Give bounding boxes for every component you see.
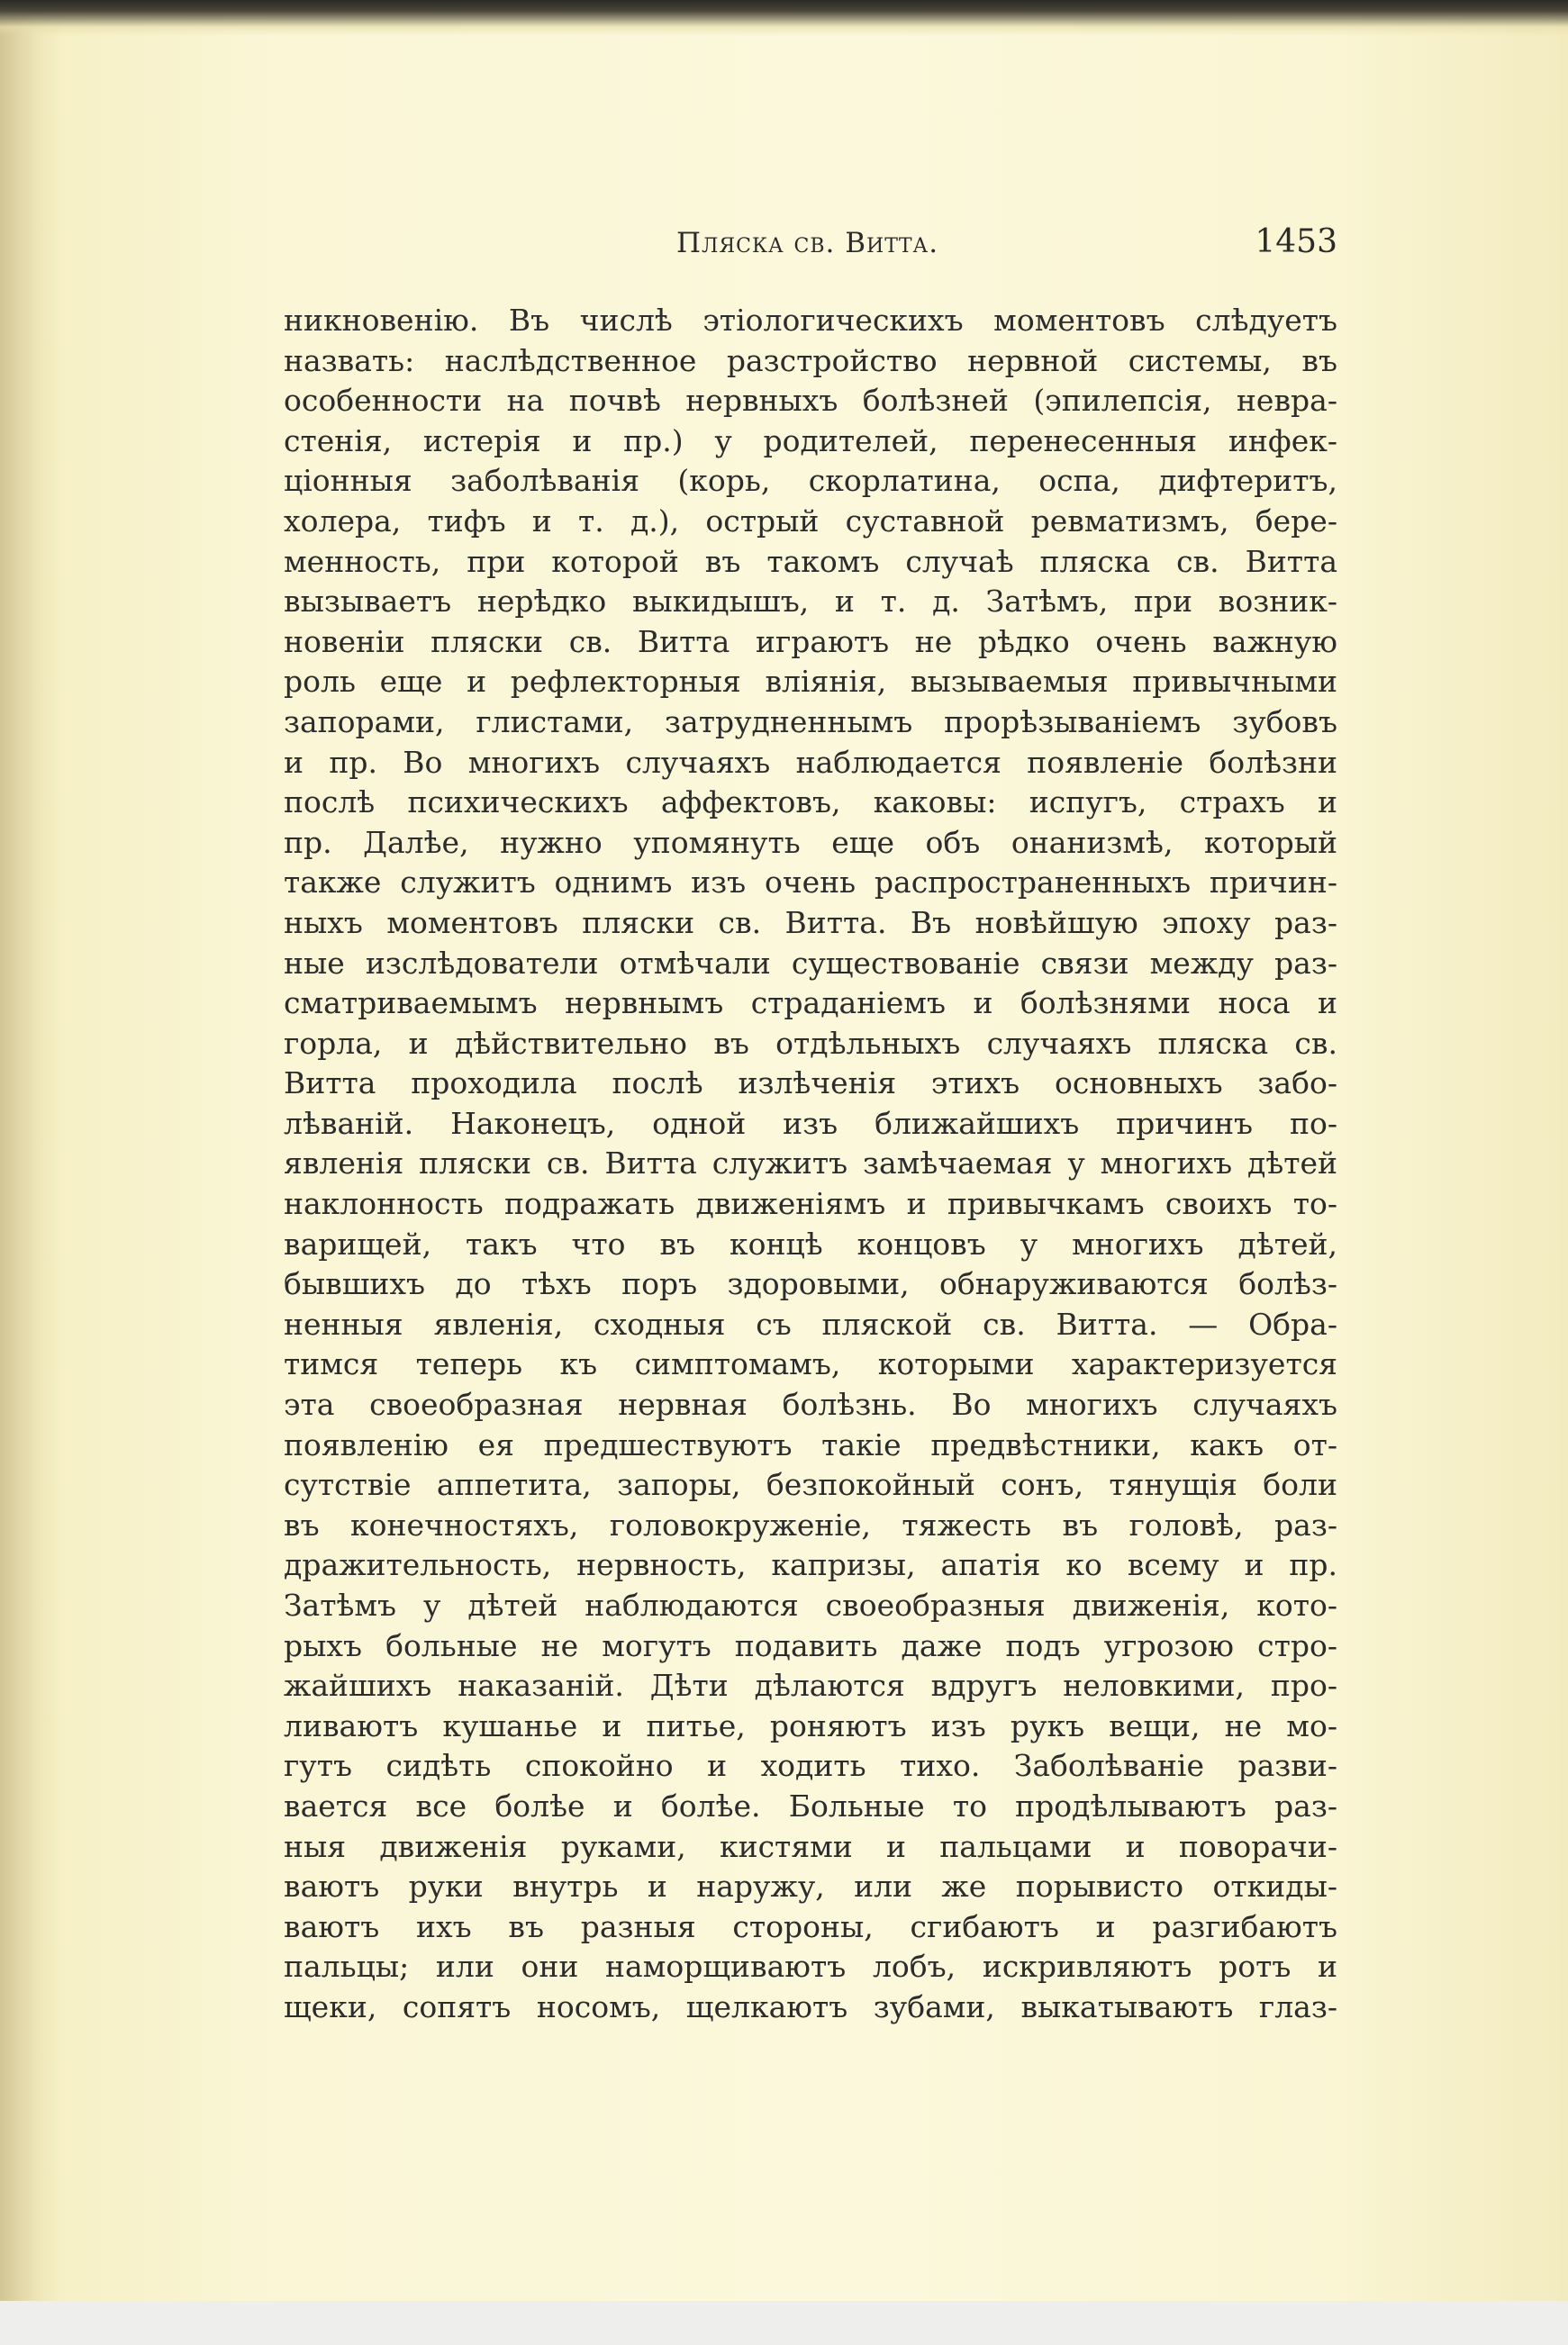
text-line: послѣ психическихъ аффектовъ, каковы: испугъ, страхъ и — [284, 784, 1337, 820]
text-line: стенія, истерія и пр.) у родителей, перенесенныя инфек- — [284, 422, 1337, 458]
text-line: сматриваемымъ нервнымъ страданіемъ и болѣзнями носа и — [284, 985, 1337, 1021]
text-line: и пр. Во многихъ случаяхъ наблюдается появленіе болѣзни — [284, 744, 1337, 780]
text-line: ваютъ ихъ въ разныя стороны, сгибаютъ и разгибаютъ — [284, 1908, 1337, 1944]
text-line: вызываетъ нерѣдко выкидышъ, и т. д. Затѣмъ, при возник- — [284, 584, 1337, 620]
text-line: дражительность, нервность, капризы, апатія ко всему и пр. — [284, 1547, 1337, 1583]
text-line: ненныя явленія, сходныя съ пляской св. Витта. — Обра- — [284, 1306, 1337, 1342]
text-line: пальцы; или они наморщиваютъ лобъ, искривляютъ ротъ и — [284, 1949, 1337, 1985]
text-line: новеніи пляски св. Витта играютъ не рѣдко очень важную — [284, 623, 1337, 659]
page-number: 1453 — [1255, 223, 1337, 260]
text-line: назвать: наслѣдственное разстройство нервной системы, въ — [284, 342, 1337, 378]
text-line: гутъ сидѣть спокойно и ходить тихо. Заболѣваніе разви- — [284, 1748, 1337, 1784]
text-line: варищей, такъ что въ концѣ концовъ у многихъ дѣтей, — [284, 1226, 1337, 1262]
text-line: Витта проходила послѣ излѣченія этихъ основныхъ забо- — [284, 1065, 1337, 1101]
top-page-edge — [0, 0, 1568, 36]
text-line: наклонность подражать движеніямъ и привычкамъ своихъ то- — [284, 1186, 1337, 1222]
text-line: жайшихъ наказаній. Дѣти дѣлаются вдругъ неловкими, про- — [284, 1668, 1337, 1704]
text-line: тимся теперь къ симптомамъ, которыми характеризуется — [284, 1346, 1337, 1382]
text-line: эта своеобразная нервная болѣзнь. Во многихъ случаяхъ — [284, 1387, 1337, 1423]
page-header — [284, 223, 1337, 277]
text-line: явленія пляски св. Витта служитъ замѣчаемая у многихъ дѣтей — [284, 1145, 1337, 1182]
running-head: Пляска св. Витта. — [676, 227, 939, 259]
text-line: ціонныя заболѣванія (корь, скорлатина, оспа, дифтеритъ, — [284, 463, 1337, 499]
text-line: Затѣмъ у дѣтей наблюдаются своеобразныя движенія, кото- — [284, 1588, 1337, 1623]
text-line: сутствіе аппетита, запоры, безпокойный сонъ, тянущія боли — [284, 1467, 1337, 1503]
text-line: никновенію. Въ числѣ этіологическихъ моментовъ слѣдуетъ — [284, 303, 1337, 338]
text-line: ваютъ руки внутрь и наружу, или же порывисто откиды- — [284, 1869, 1337, 1905]
body-text — [284, 301, 1337, 2028]
bottom-margin — [0, 2301, 1568, 2345]
text-line: щеки, сопятъ носомъ, щелкаютъ зубами, выкатываютъ глаз- — [284, 1988, 1337, 2024]
spine-shadow — [0, 0, 63, 2345]
text-line: ливаютъ кушанье и питье, роняютъ изъ рукъ вещи, не мо- — [284, 1707, 1337, 1743]
text-line: рыхъ больные не могутъ подавить даже подъ угрозою стро- — [284, 1627, 1337, 1663]
text-line: ные изслѣдователи отмѣчали существованіе связи между раз- — [284, 945, 1337, 981]
text-line: запорами, глистами, затрудненнымъ прорѣзываніемъ зубовъ — [284, 703, 1337, 739]
text-line: въ конечностяхъ, головокруженіе, тяжесть въ головѣ, раз- — [284, 1507, 1337, 1543]
text-line: роль еще и рефлекторныя вліянія, вызываемыя привычными — [284, 664, 1337, 700]
text-line: также служитъ однимъ изъ очень распространенныхъ причин- — [284, 865, 1337, 901]
text-line: ныя движенія руками, кистями и пальцами и поворачи- — [284, 1828, 1337, 1864]
text-line: горла, и дѣйствительно въ отдѣльныхъ случаяхъ пляска св. — [284, 1025, 1337, 1061]
text-line: появленію ея предшествуютъ такіе предвѣстники, какъ от- — [284, 1426, 1337, 1462]
text-line: особенности на почвѣ нервныхъ болѣзней (эпилепсія, невра- — [284, 383, 1337, 419]
text-line: бывшихъ до тѣхъ поръ здоровыми, обнаруживаются болѣз- — [284, 1266, 1337, 1302]
text-line: холера, тифъ и т. д.), острый суставной ревматизмъ, бере- — [284, 502, 1337, 539]
text-line: лѣваній. Наконецъ, одной изъ ближайшихъ причинъ по- — [284, 1105, 1337, 1141]
text-line: вается все болѣе и болѣе. Больные то продѣлываютъ раз- — [284, 1788, 1337, 1824]
text-line: менность, при которой въ такомъ случаѣ пляска св. Витта — [284, 543, 1337, 579]
text-line: ныхъ моментовъ пляски св. Витта. Въ новѣйшую эпоху раз- — [284, 904, 1337, 940]
text-line: пр. Далѣе, нужно упомянуть еще объ онанизмѣ, который — [284, 824, 1337, 860]
